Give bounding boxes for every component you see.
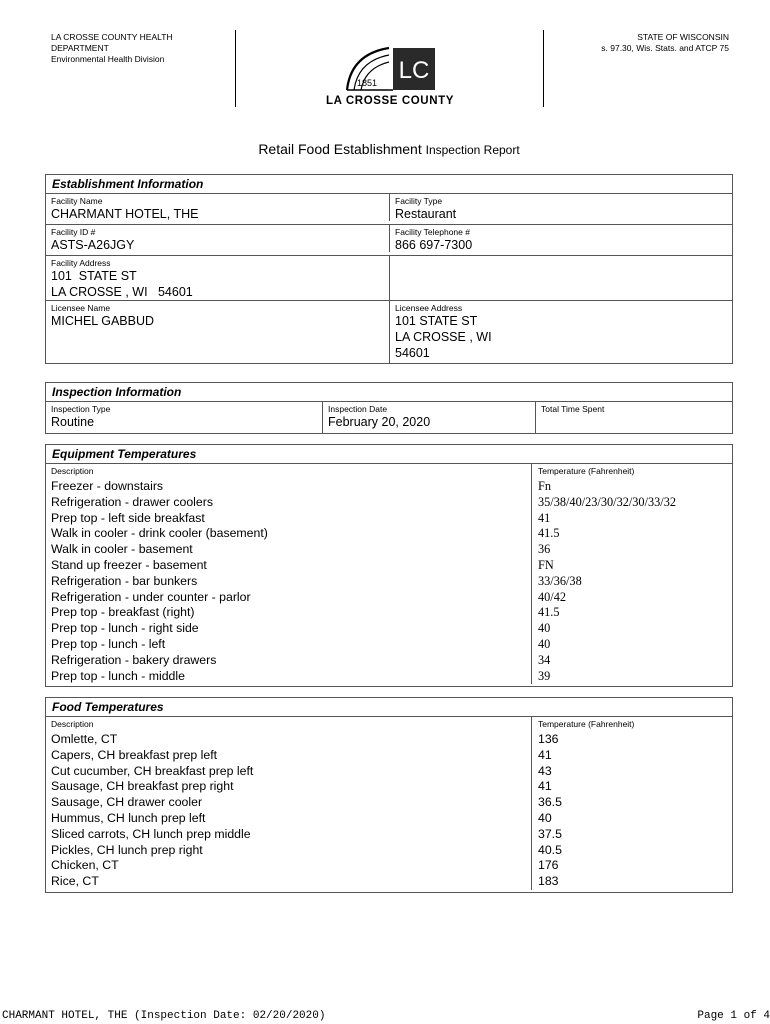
table-row <box>46 811 732 827</box>
facility-phone: 866 697-7300 <box>395 238 473 252</box>
report-title <box>0 141 770 157</box>
inspection-type-label: Inspection Type <box>51 404 111 414</box>
establishment-heading: Establishment Information <box>46 175 732 194</box>
total-time-label: Total Time Spent <box>541 404 605 414</box>
row-description: Prep top - lunch - right side <box>46 621 532 637</box>
report-title-sub: Inspection Report <box>425 143 520 157</box>
food-section <box>45 697 733 893</box>
facility-address-line1: 101 STATE ST <box>51 269 137 283</box>
food-desc-label: Description <box>46 717 532 732</box>
row-description: Hummus, CH lunch prep left <box>46 811 532 827</box>
row-temperature: 33/36/38 <box>538 573 582 588</box>
table-row <box>46 764 732 780</box>
state-line-1: STATE OF WISCONSIN <box>637 32 729 42</box>
logo-year: 1851 <box>356 78 378 88</box>
dept-line-2: DEPARTMENT <box>51 43 109 53</box>
row-temperature: 40.5 <box>538 842 562 857</box>
row-temperature: 183 <box>538 874 559 889</box>
row-temperature: 40 <box>538 810 552 825</box>
table-row <box>46 590 732 606</box>
inspection-type: Routine <box>51 415 95 429</box>
row-temperature: 176 <box>538 858 559 873</box>
inspection-section <box>45 382 733 434</box>
row-description: Prep top - lunch - left <box>46 637 532 653</box>
row-temperature: 41 <box>538 510 551 525</box>
row-temperature: FN <box>538 557 554 572</box>
table-row <box>46 874 732 890</box>
row-temperature: 43 <box>538 763 552 778</box>
row-temperature: 41.5 <box>538 526 560 541</box>
row-description: Walk in cooler - basement <box>46 542 532 558</box>
table-row <box>46 843 732 859</box>
table-row <box>46 637 732 653</box>
row-temperature: 36 <box>538 542 551 557</box>
facility-name-label: Facility Name <box>51 196 103 206</box>
table-row <box>46 574 732 590</box>
row-temperature: 40 <box>538 636 551 651</box>
row-description: Refrigeration - bar bunkers <box>46 574 532 590</box>
row-description: Prep top - left side breakfast <box>46 511 532 527</box>
row-description: Freezer - downstairs <box>46 479 532 495</box>
row-temperature: 34 <box>538 652 551 667</box>
licensee-address-line3: 54601 <box>395 346 430 360</box>
licensee-address-line1: 101 STATE ST <box>395 314 478 328</box>
facility-id-label: Facility ID # <box>51 227 96 237</box>
food-temp-label: Temperature (Fahrenheit) <box>538 719 635 729</box>
facility-id: ASTS-A26JGY <box>51 238 135 252</box>
facility-type: Restaurant <box>395 207 457 221</box>
row-temperature: 41.5 <box>538 605 560 620</box>
logo-initials: LC <box>398 57 430 84</box>
equipment-desc-label: Description <box>46 464 532 479</box>
department-header <box>51 32 231 65</box>
table-row <box>46 669 732 685</box>
facility-address-label: Facility Address <box>51 258 111 268</box>
row-description: Prep top - breakfast (right) <box>46 605 532 621</box>
licensee-address-line2: LA CROSSE , WI <box>395 330 492 344</box>
county-logo-icon <box>345 46 460 92</box>
row-temperature: 136 <box>538 732 559 746</box>
row-temperature: 39 <box>538 668 551 683</box>
row-description: Rice, CT <box>46 874 532 890</box>
food-heading: Food Temperatures <box>46 698 732 717</box>
table-row <box>46 605 732 621</box>
table-row <box>46 558 732 574</box>
table-row <box>46 621 732 637</box>
facility-type-label: Facility Type <box>395 196 443 206</box>
row-description: Refrigeration - bakery drawers <box>46 653 532 669</box>
row-temperature: 40/42 <box>538 589 567 604</box>
licensee-address-label: Licensee Address <box>395 303 463 313</box>
row-description: Prep top - lunch - middle <box>46 669 532 685</box>
food-table <box>46 732 732 892</box>
row-description: Capers, CH breakfast prep left <box>46 748 532 764</box>
table-row <box>46 795 732 811</box>
row-description: Stand up freezer - basement <box>46 558 532 574</box>
table-row <box>46 748 732 764</box>
table-row <box>46 526 732 542</box>
row-description: Sausage, CH drawer cooler <box>46 795 532 811</box>
row-description: Walk in cooler - drink cooler (basement) <box>46 526 532 542</box>
table-row <box>46 827 732 843</box>
row-description: Refrigeration - drawer coolers <box>46 495 532 511</box>
row-temperature: 41 <box>538 779 552 794</box>
row-description: Refrigeration - under counter - parlor <box>46 590 532 606</box>
table-row <box>46 511 732 527</box>
county-logo <box>345 46 460 92</box>
establishment-section <box>45 174 733 364</box>
facility-address-line2: LA CROSSE , WI 54601 <box>51 285 193 299</box>
table-row <box>46 653 732 669</box>
header-divider-left <box>235 30 236 107</box>
row-temperature: 37.5 <box>538 826 562 841</box>
report-title-main: Retail Food Establishment <box>258 141 422 157</box>
footer-facility: CHARMANT HOTEL, THE (Inspection Date: 02/20/2020) <box>2 1010 326 1022</box>
equipment-heading: Equipment Temperatures <box>46 445 732 464</box>
inspection-date: February 20, 2020 <box>328 415 431 429</box>
equipment-section <box>45 444 733 687</box>
table-row <box>46 542 732 558</box>
row-temperature: 36.5 <box>538 795 562 810</box>
row-description: Sausage, CH breakfast prep right <box>46 779 532 795</box>
equipment-temp-label: Temperature (Fahrenheit) <box>538 466 635 476</box>
licensee-name: MICHEL GABBUD <box>51 314 155 328</box>
page-number: Page 1 of 4 <box>697 1010 770 1022</box>
row-description: Omlette, CT <box>46 732 532 748</box>
dept-line-1: LA CROSSE COUNTY HEALTH <box>51 32 173 42</box>
facility-phone-label: Facility Telephone # <box>395 227 470 237</box>
equipment-table <box>46 479 732 686</box>
dept-line-3: Environmental Health Division <box>51 54 165 64</box>
row-description: Sliced carrots, CH lunch prep middle <box>46 827 532 843</box>
state-header <box>529 32 729 54</box>
table-row <box>46 858 732 874</box>
table-row <box>46 779 732 795</box>
inspection-heading: Inspection Information <box>46 383 732 402</box>
row-temperature: 41 <box>538 747 552 762</box>
table-row <box>46 732 732 748</box>
row-description: Cut cucumber, CH breakfast prep left <box>46 764 532 780</box>
row-temperature: 35/38/40/23/30/32/30/33/32 <box>538 494 677 509</box>
row-description: Pickles, CH lunch prep right <box>46 843 532 859</box>
county-name: LA CROSSE COUNTY <box>325 95 454 107</box>
row-description: Chicken, CT <box>46 858 532 874</box>
inspection-date-label: Inspection Date <box>328 404 388 414</box>
row-temperature: 40 <box>538 621 551 636</box>
table-row <box>46 495 732 511</box>
licensee-name-label: Licensee Name <box>51 303 111 313</box>
state-line-2: s. 97.30, Wis. Stats. and ATCP 75 <box>601 43 729 53</box>
table-row <box>46 479 732 495</box>
row-temperature: Fn <box>538 479 551 493</box>
facility-name: CHARMANT HOTEL, THE <box>51 207 199 221</box>
